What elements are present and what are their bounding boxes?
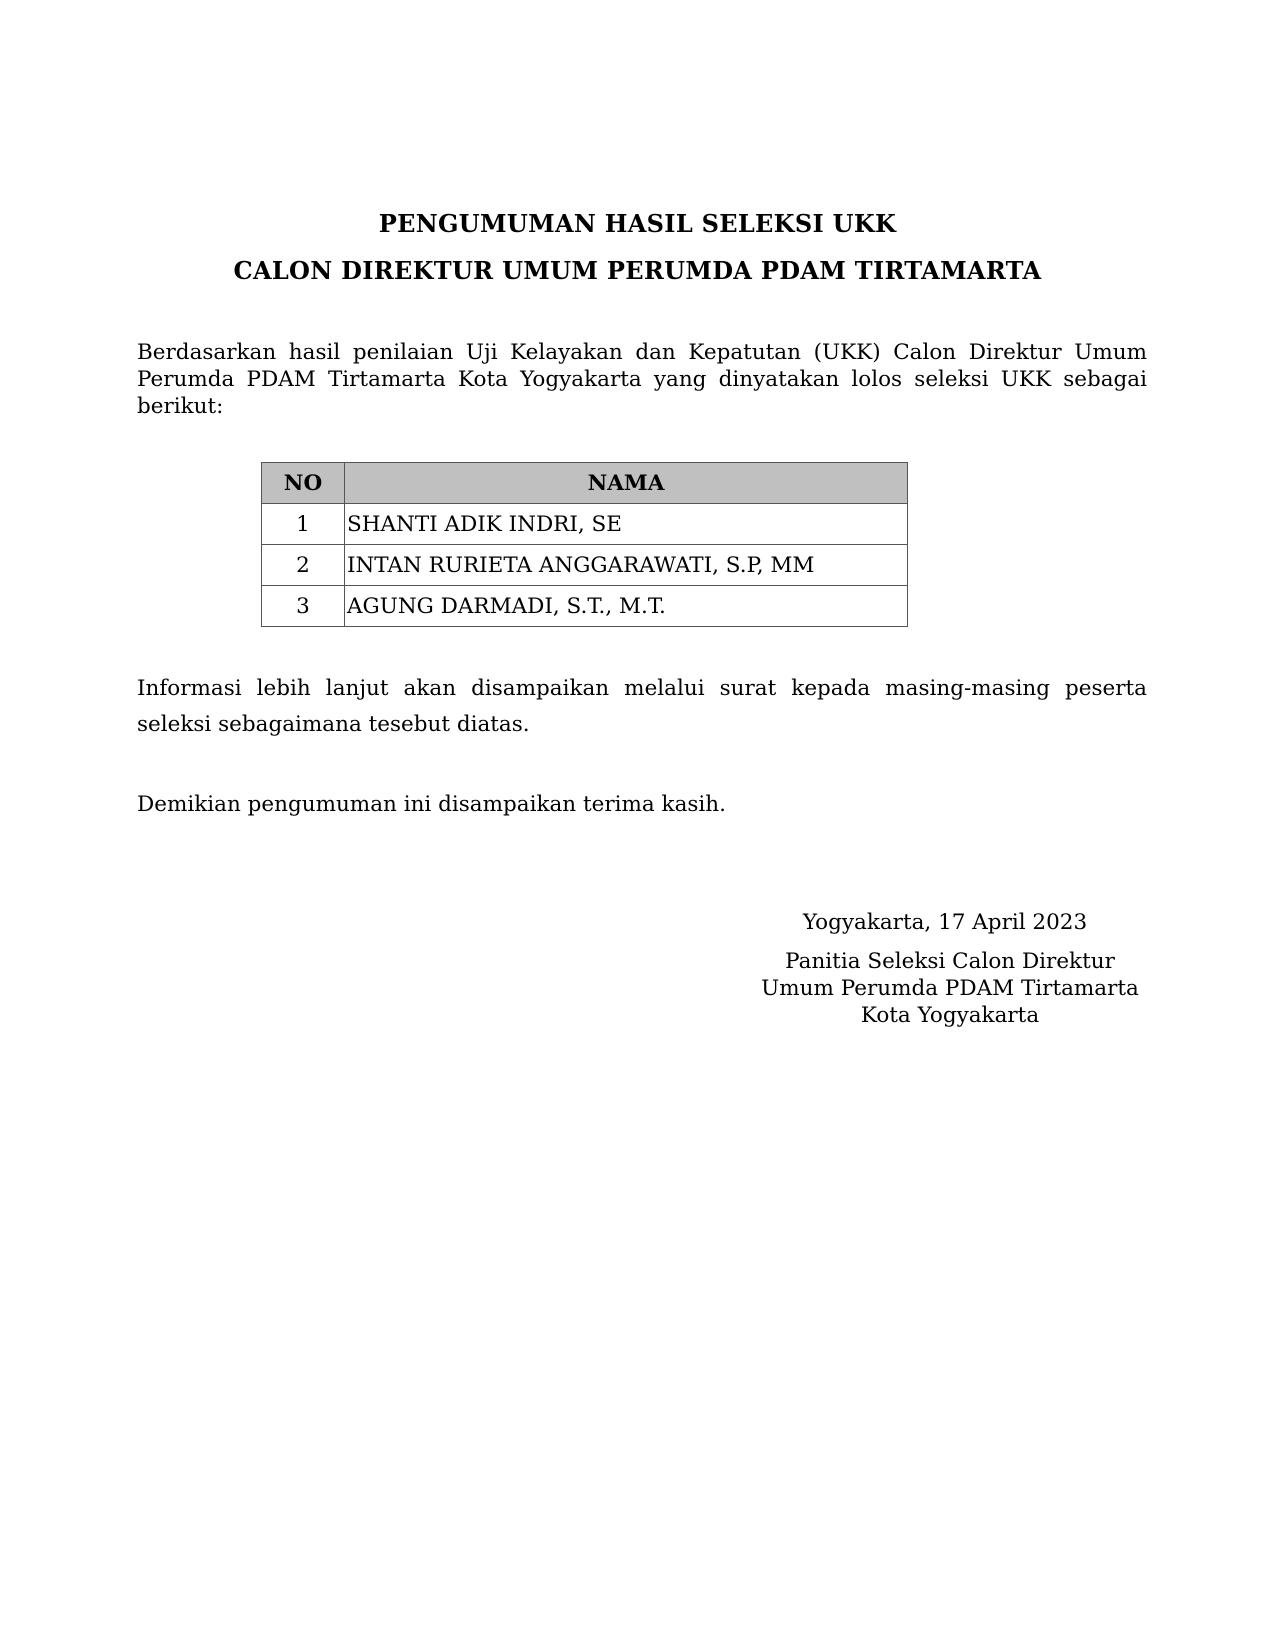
table-row xyxy=(262,504,908,545)
signature-line-2: Umum Perumda PDAM Tirtamarta xyxy=(761,976,1139,1001)
signature-line-3: Kota Yogyakarta xyxy=(860,1003,1040,1028)
document-title-line-2: CALON DIREKTUR UMUM PERUMDA PDAM TIRTAMARTA xyxy=(233,256,1042,285)
closing-paragraph: Demikian pengumuman ini disampaikan terima kasih. xyxy=(137,792,726,817)
row-name: INTAN RURIETA ANGGARAWATI, S.P, MM xyxy=(345,545,908,586)
document-title-line-1: PENGUMUMAN HASIL SELEKSI UKK xyxy=(378,209,897,238)
column-header-no: NO xyxy=(262,463,345,504)
column-header-nama: NAMA xyxy=(345,463,908,504)
intro-paragraph: Berdasarkan hasil penilaian Uji Kelayakan dan Kepatutan (UKK) Calon Direktur Umum Perumda PDAM Tirtamarta Kota Yogyakarta yang dinyatakan lolos seleksi UKK sebagai berikut: xyxy=(137,340,1147,419)
info-paragraph: Informasi lebih lanjut akan disampaikan melalui surat kepada masing-masing peserta seleksi sebagaimana tesebut diatas. xyxy=(137,676,1147,737)
row-number: 2 xyxy=(262,545,345,586)
signature-place-date: Yogyakarta, 17 April 2023 xyxy=(802,910,1088,935)
signature-block xyxy=(740,948,1160,1029)
row-name: AGUNG DARMADI, S.T., M.T. xyxy=(345,586,908,627)
table-row xyxy=(262,586,908,627)
table-row xyxy=(262,545,908,586)
results-table xyxy=(261,462,908,627)
row-name: SHANTI ADIK INDRI, SE xyxy=(345,504,908,545)
row-number: 1 xyxy=(262,504,345,545)
row-number: 3 xyxy=(262,586,345,627)
table-header-row xyxy=(262,463,908,504)
signature-line-1: Panitia Seleksi Calon Direktur xyxy=(785,949,1115,974)
